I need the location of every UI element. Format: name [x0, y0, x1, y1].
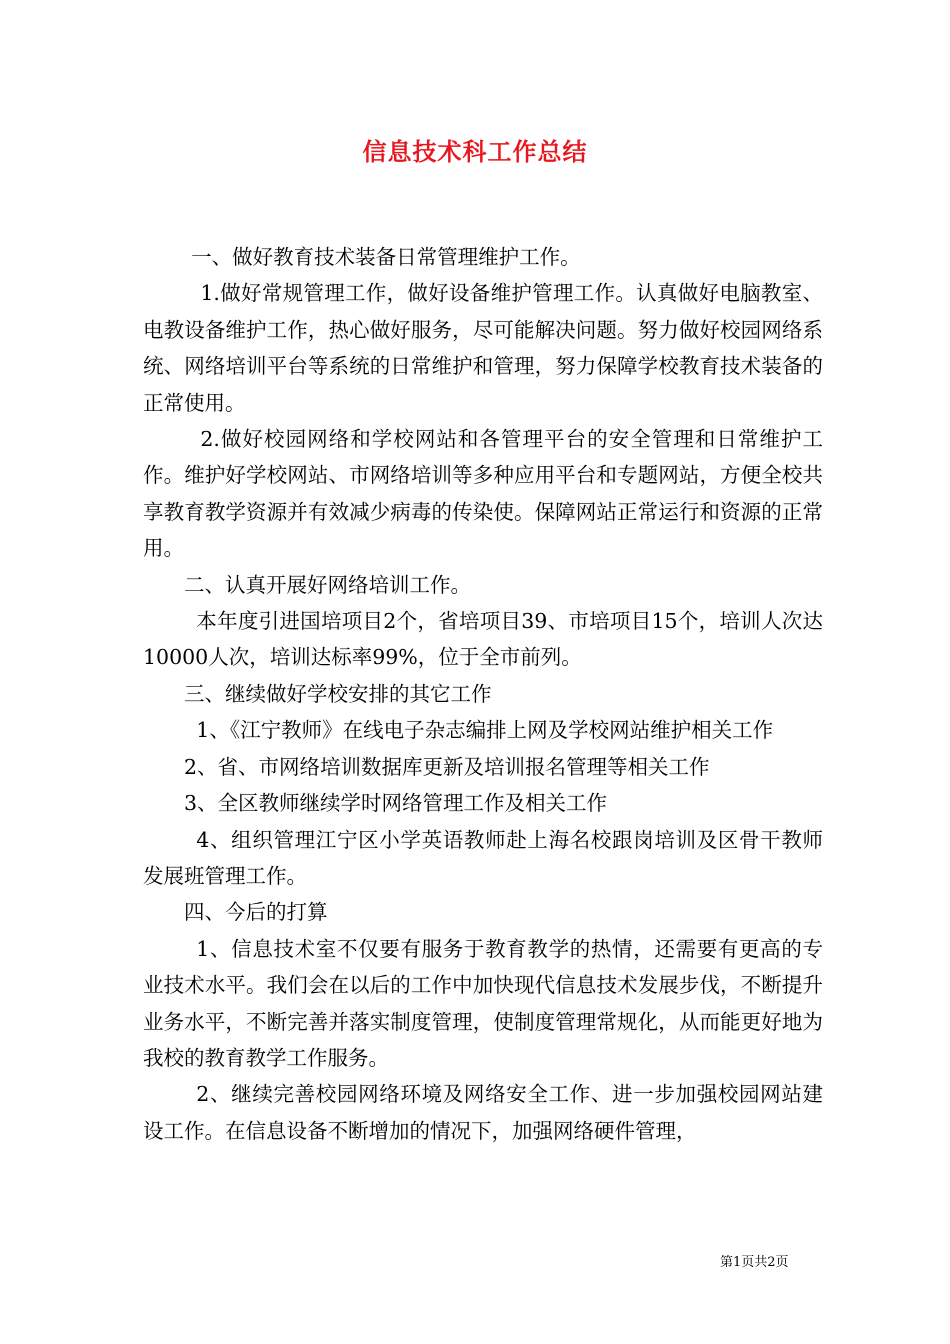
paragraph-2-1: 本年度引进国培项目2个，省培项目39、市培项目15个，培训人次达10000人次，培训达标率99%，位于全市前列。	[143, 609, 823, 670]
paragraph-3-4: 4、组织管理江宁区小学英语教师赴上海名校跟岗培训及区骨干教师发展班管理工作。	[143, 827, 823, 888]
paragraph-3-2: 2、省、市网络培训数据库更新及培训报名管理等相关工作	[184, 754, 710, 779]
paragraph-1-1: 1.做好常规管理工作，做好设备维护管理工作。认真做好电脑教室、电教设备维护工作，热心做好服务，尽可能解决问题。努力做好校园网络系统、网络培训平台等系统的日常维护和管理，努力保障学校教育技术装备的正常使用。	[143, 281, 823, 415]
paragraph-4-2: 2、继续完善校园网络环境及网络安全工作、进一步加强校园网站建设工作。在信息设备不断增加的情况下，加强网络硬件管理，	[143, 1082, 823, 1143]
paragraph-4-1: 1、信息技术室不仅要有服务于教育教学的热情，还需要有更高的专业技术水平。我们会在以后的工作中加快现代信息技术发展步伐，不断提升业务水平，不断完善并落实制度管理，使制度管理常规化，从而能更好地为我校的教育教学工作服务。	[143, 936, 823, 1070]
paragraph-3-1: 1、《江宁教师》在线电子杂志编排上网及学校网站维护相关工作	[196, 718, 774, 743]
paragraph-1-2: 2.做好校园网络和学校网站和各管理平台的安全管理和日常维护工作。维护好学校网站、市网络培训等多种应用平台和专题网站，方便全校共享教育教学资源并有效减少病毒的传染使。保障网站正常运行和资源的正常用。	[143, 427, 823, 561]
section-heading-2: 二、认真开展好网络培训工作。	[184, 572, 471, 597]
document-body	[143, 239, 823, 1149]
page-title: 信息技术科工作总结	[362, 137, 588, 166]
paragraph-3-3: 3、全区教师继续学时网络管理工作及相关工作	[184, 791, 608, 816]
section-heading-4: 四、今后的打算	[184, 900, 328, 925]
section-heading-1: 一、做好教育技术装备日常管理维护工作。	[191, 245, 581, 269]
section-heading-3: 三、继续做好学校安排的其它工作	[184, 681, 492, 706]
page-number: 第1页共2页	[720, 1255, 789, 1270]
